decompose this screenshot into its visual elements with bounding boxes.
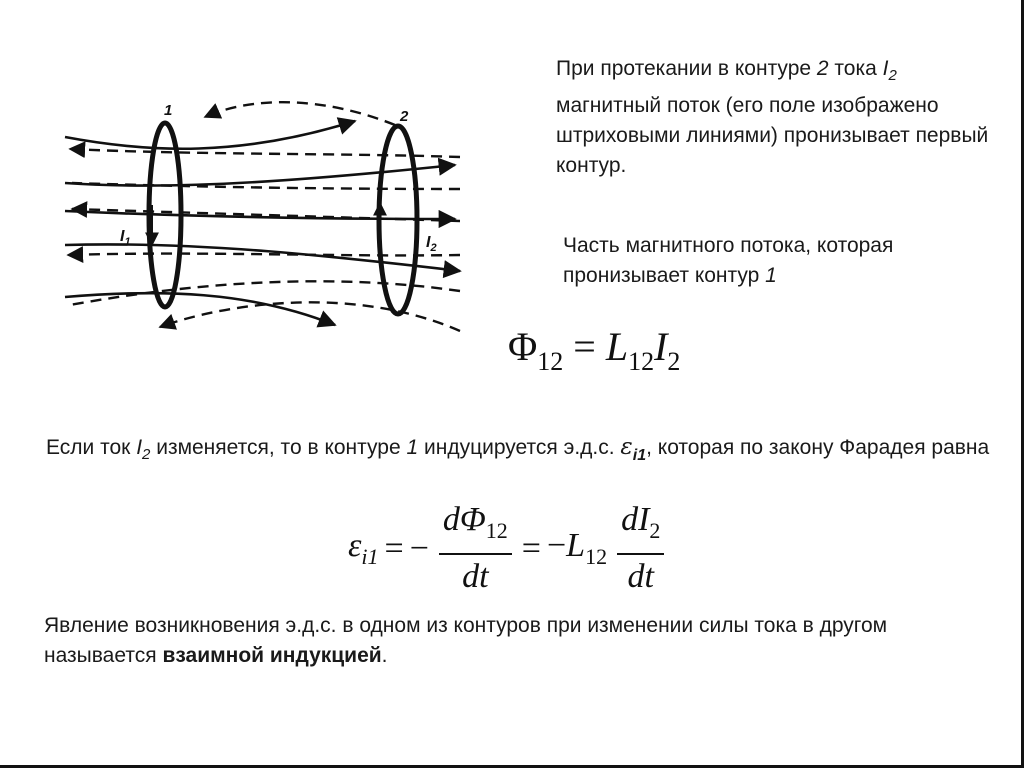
faraday-emf-formula: $\varepsilon_{i1}$ = − $\frac{d\Phi_{12}}{dt}$ = $-L_{12}$ $\frac{dI_2}{dt}$ [348,500,668,597]
current-derivative-fraction: $\frac{dI_2}{dt}$ [617,500,664,597]
loop-2-label: 2 [400,108,409,125]
mutual-induction-diagram [60,95,480,345]
flux-part-text: Часть магнитного потока, которая пронизывает контур 1 [563,234,894,287]
faraday-law-text: Если ток $I_2$ изменяется, то в контуре 1 индуцируется э.д.с. $\varepsilon_{i1}$, которая по закону Фарадея равна [46,434,990,464]
flux-description-text: При протекании в контуре 2 тока $I_2$ магнитный поток (его поле изображено штриховыми линиями) пронизывает первый контур. [556,57,989,177]
current-2-label: $I_2$ [426,234,437,254]
current-1-label: $I_1$ [120,228,131,248]
mutual-induction-definition: Явление возникновения э.д.с. в одном из контуров при изменении силы тока в другом называется взаимной индукцией. [44,614,888,667]
solid-field-lines [65,121,460,325]
loop-1-label: 1 [164,102,173,119]
flux-derivative-fraction: $\frac{d\Phi_{12}}{dt}$ [439,500,512,597]
mutual-flux-formula: $\Phi_{12} = L_{12}I_2$ [508,324,681,376]
